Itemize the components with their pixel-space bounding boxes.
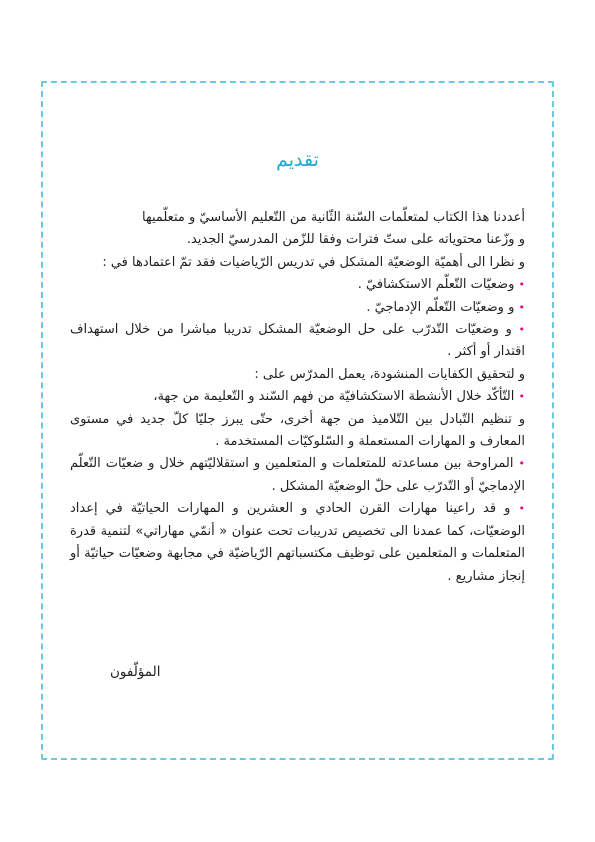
signature: المؤلّفون <box>110 664 161 680</box>
list-item: • التّأكّد خلال الأنشطة الاستكشافيّة من فهم السّند و التّعليمة من جهة، <box>153 389 525 405</box>
intro-line-2: و وزّعنا محتوياته على ستّ فترات وفقا للزّمن المدرسيّ الجديد. <box>186 232 525 248</box>
intro-line-1: أعددنا هذا الكتاب لمتعلّمات السّنة الثّانية من التّعليم الأساسيّ و متعلّميها <box>141 210 525 225</box>
page-title: تقديم <box>276 149 319 171</box>
bullet-icon: • <box>518 457 526 471</box>
bullet-icon: • <box>518 390 525 404</box>
list-item: • و وضعيّات التّعلّم الإدماجيّ . <box>366 299 525 315</box>
middle-line: و لتحقيق الكفايات المنشودة، يعمل المدرّس على : <box>254 366 525 382</box>
bullet-icon: • <box>518 278 525 292</box>
list-item: • المراوحة بين مساعدته للمتعلمات و المتعلمين و استقلاليّتهم خلال و ضعيّات التّعلّم الإدماجيّ أو التّدرّب على حلّ الوضعيّة المشكل . <box>70 456 526 494</box>
bullet-icon: • <box>518 300 525 314</box>
bullet-icon: • <box>518 502 526 516</box>
list-item: • و قد راعينا مهارات القرن الحادي و العشرين و المهارات الحياتيّة في إعداد الوضعيّات، كما عمدنا الى تخصيص تدريبات تحت عنوان « أنمّي مهاراتي» لتنمية قدرة المتعلمات و المتعلمين على توظيف مكتسباتهم الرّياضيّة في مجابهة وضعيّات حياتيّة أو إنجاز مشاريع . <box>70 501 526 584</box>
bullet-icon: • <box>518 323 526 337</box>
list-item: • و وضعيّات التّدرّب على حل الوضعيّة المشكل تدريبا مباشرا من خلال استهداف اقتدار أو أكثر . <box>70 322 526 360</box>
list-item: • وضعيّات التّعلّم الاستكشافيّ . <box>357 277 525 293</box>
continuation-text: و تنظيم التّبادل بين التّلاميذ من جهة أخرى، حتّى يبرز جليّا كلّ جديد في مستوى المعارف و المهارات المستعملة و السّلوكيّات المستخدمة . <box>70 411 525 450</box>
body-text <box>70 207 525 588</box>
intro-line-3: و نظرا الى أهميّة الوضعيّة المشكل في تدريس الرّياضيات فقد تمّ اعتمادها في : <box>102 254 525 270</box>
